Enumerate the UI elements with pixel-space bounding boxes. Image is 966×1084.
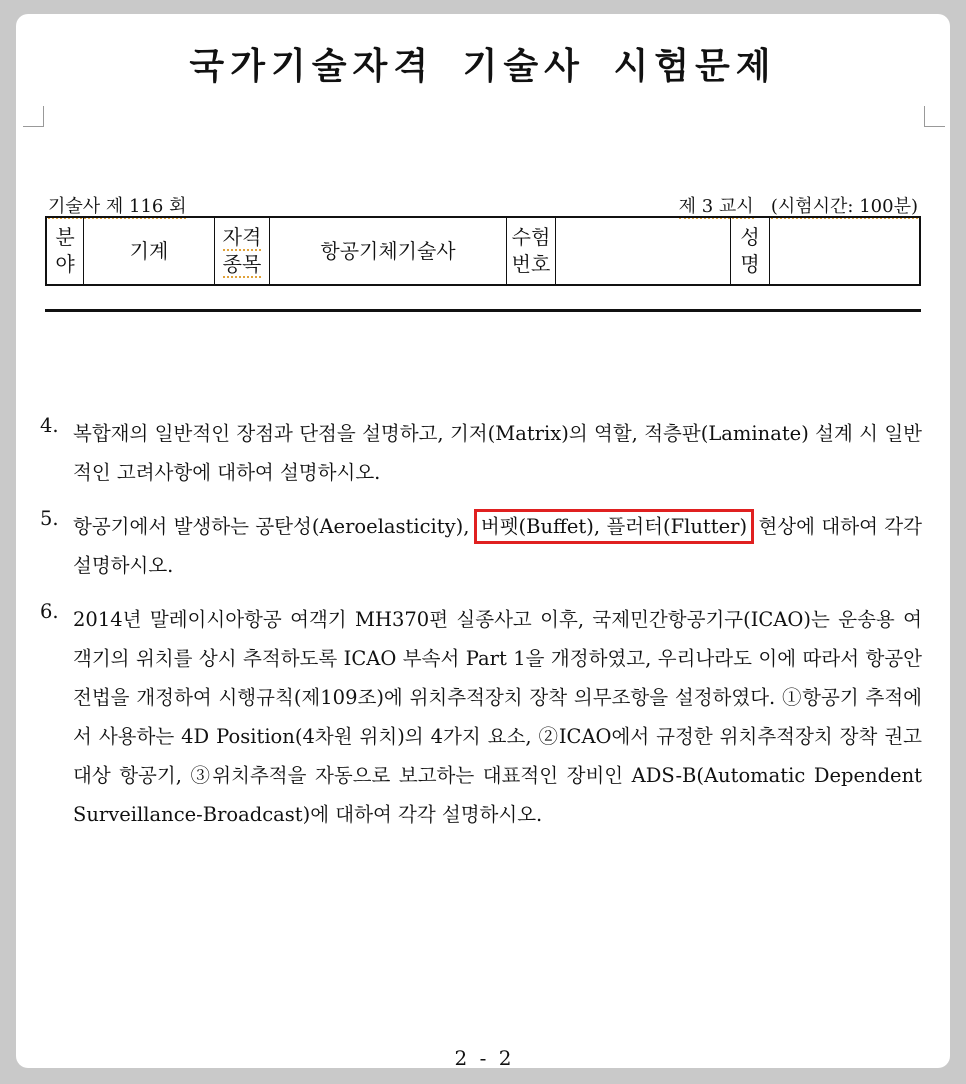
exam-number-label: 수험번호 — [507, 217, 556, 285]
candidate-info-table — [45, 216, 921, 286]
question-text-after: 현상에 대하여 각각 설명하시오. — [73, 515, 922, 577]
name-label: 성명 — [731, 217, 770, 285]
question-text-before: 항공기에서 발생하는 공탄성(Aeroelasticity), — [73, 515, 476, 538]
question-text: 2014년 말레이시아항공 여객기 MH370편 실종사고 이후, 국제민간항공기구(ICAO)는 운송용 여객기의 위치를 상시 추적하도록 ICAO 부속서 Part 1을 개정하였고, 우리나라도 이에 따라서 항공안전법을 개정하여 시행규칙(제109조)에 위치추적장치 장착 의무조항을 설정하였다. ①항공기 추적에서 사용하는 4D Position(4차원 위치)의 4가지 요소, ②ICAO에서 규정한 위치추적장치 장착 권고 대상 항공기, ③위치추적을 자동으로 보고하는 대표적인 장비인 ADS-B(Automatic Dependent Surveillance-Broadcast)에 대하여 각각 설명하시오. — [73, 608, 922, 826]
header-divider — [45, 309, 921, 312]
exam-title: 국가기술자격 기술사 시험문제 — [189, 46, 777, 87]
exam-page — [16, 14, 950, 1068]
exam-round — [48, 192, 186, 218]
field-value: 기계 — [84, 217, 215, 285]
exam-session: 제 3 교시 — [678, 196, 754, 217]
name-value — [770, 217, 921, 285]
question-4 — [40, 414, 922, 492]
question-list — [40, 414, 922, 849]
qualification-value: 항공기체기술사 — [270, 217, 507, 285]
crop-mark-top-left — [23, 106, 44, 127]
qualification-label — [215, 217, 270, 285]
exam-time: (시험시간: 100분) — [770, 196, 918, 217]
exam-round-text: 기술사 제 116 회 — [48, 196, 187, 217]
qualification-label-text: 자격종목 — [222, 225, 262, 276]
crop-mark-top-right — [924, 106, 945, 127]
highlighted-phrase-box: 버펫(Buffet), 플러터(Flutter) — [474, 509, 754, 544]
exam-number-value — [556, 217, 731, 285]
question-number: 4. — [40, 414, 59, 437]
question-text: 복합재의 일반적인 장점과 단점을 설명하고, 기저(Matrix)의 역할, 적층판(Laminate) 설계 시 일반적인 고려사항에 대하여 설명하시오. — [73, 422, 922, 484]
question-5 — [40, 507, 922, 585]
exam-session-time — [679, 192, 918, 218]
field-label: 분야 — [46, 217, 84, 285]
question-6 — [40, 600, 922, 834]
question-number: 6. — [40, 600, 59, 623]
question-number: 5. — [40, 507, 59, 530]
page-number: 2 - 2 — [454, 1046, 512, 1070]
question-text — [73, 507, 922, 585]
